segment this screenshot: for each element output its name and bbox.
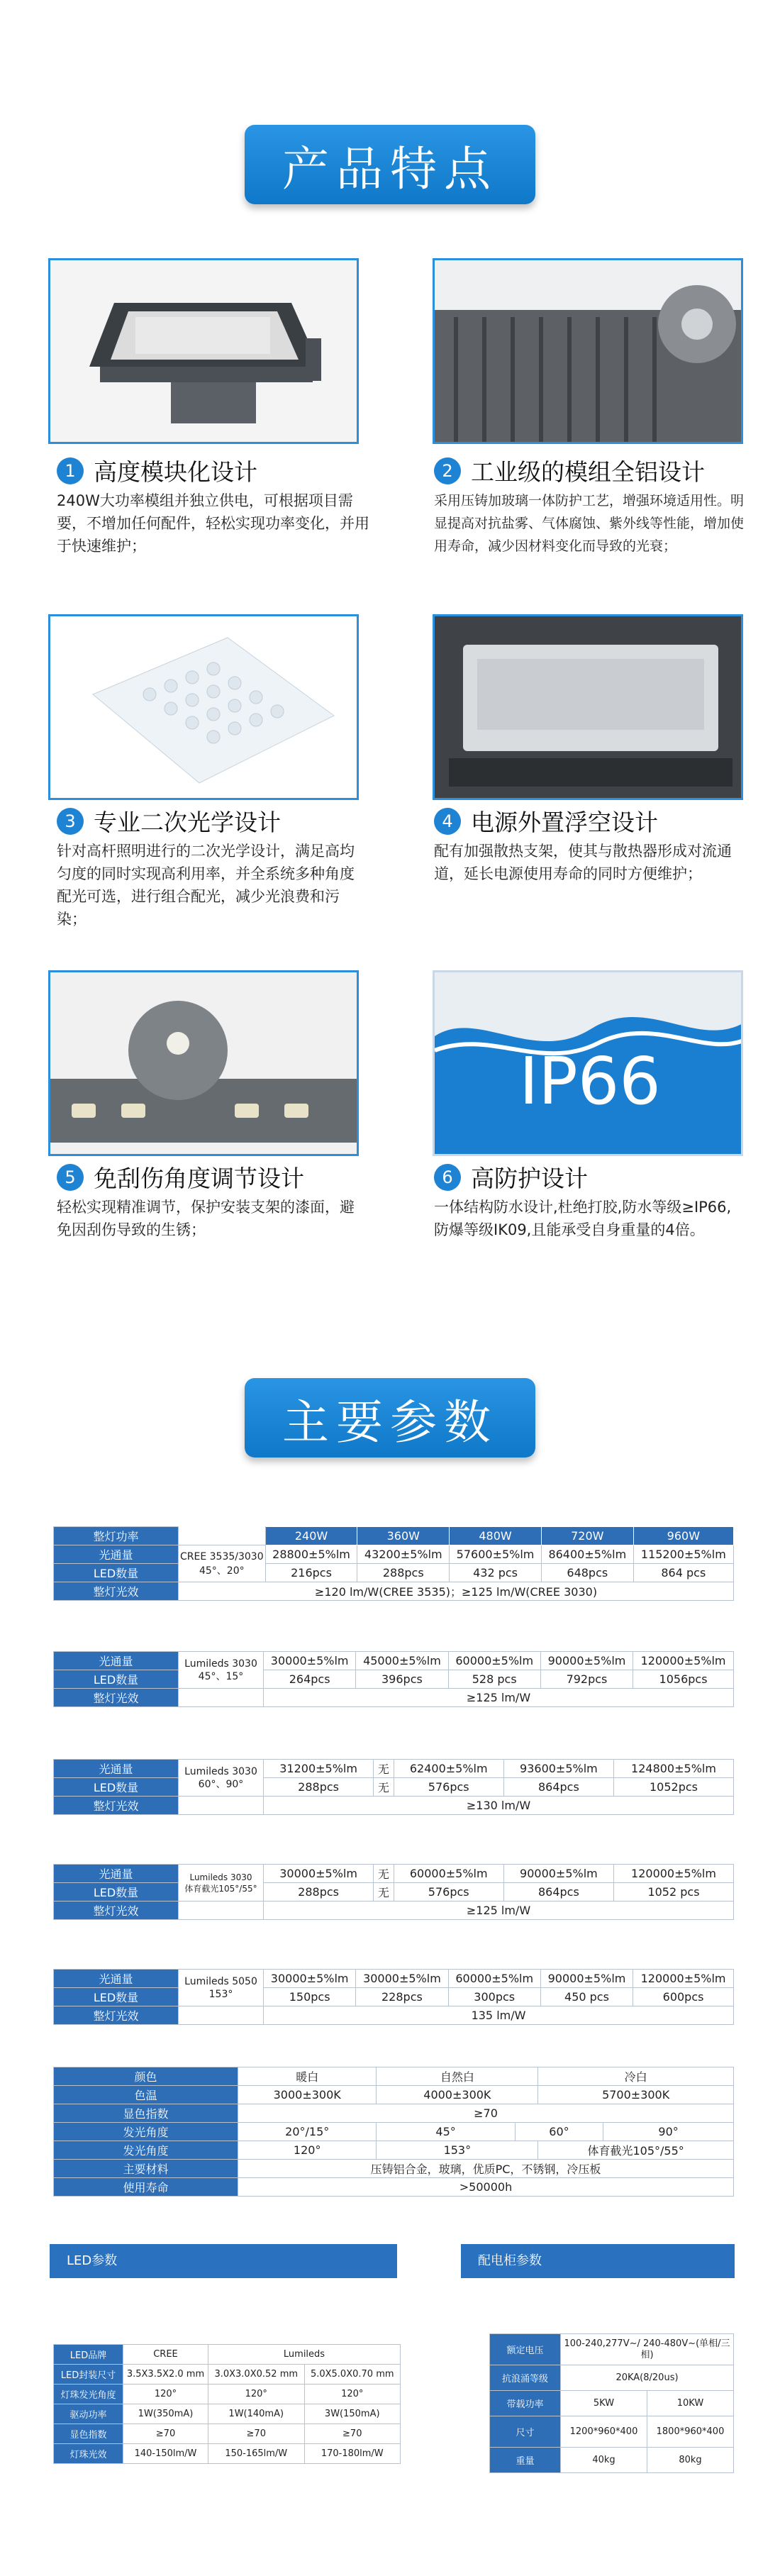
table-row <box>54 2178 734 2197</box>
led-params-title: LED参数 <box>50 2244 397 2278</box>
feature-title-text: 电源外置浮空设计 <box>471 809 658 836</box>
table-row <box>54 1902 734 1920</box>
table-cell: 720W <box>541 1527 633 1545</box>
table-cell <box>179 1760 264 1797</box>
feature-number-badge: 3 <box>57 808 84 835</box>
table-cell <box>179 1652 264 1689</box>
table-cell: 288pcs <box>264 1883 374 1902</box>
table-cell: 光通量 <box>54 1970 179 1988</box>
table-row <box>54 1545 734 1564</box>
aluminium-heatsink-image <box>433 258 743 444</box>
model-label: 45°、20° <box>199 1565 245 1577</box>
table-row <box>490 2448 734 2473</box>
spec-table-lumileds-5050 <box>53 1969 734 2025</box>
feature-6-title <box>434 1160 588 1194</box>
table-cell: 重量 <box>490 2448 561 2473</box>
table-cell: 45000±5%lm <box>356 1652 448 1670</box>
table-cell: 300pcs <box>448 1988 540 2006</box>
model-label: Lumileds 3030 <box>184 1658 257 1670</box>
table-cell: 648pcs <box>541 1564 633 1582</box>
feature-number-badge: 2 <box>434 457 461 484</box>
table-cell: 90000±5%lm <box>540 1652 633 1670</box>
secondary-optics-lens-image <box>48 614 359 800</box>
table-cell: LED数量 <box>54 1778 179 1797</box>
table-cell: 264pcs <box>264 1670 356 1689</box>
table-cell: 额定电压 <box>490 2334 561 2365</box>
feature-1-desc: 240W大功率模组并独立供电，可根据项目需要，不增加任何配件，轻松实现功率变化，并用于快速维护； <box>57 492 369 555</box>
table-cell: 5.0X5.0X0.70 mm <box>304 2365 401 2385</box>
table-row <box>490 2416 734 2448</box>
table-cell: 120000±5%lm <box>633 1652 734 1670</box>
table-row <box>54 1760 734 1778</box>
table-cell: 153° <box>377 2141 538 2160</box>
table-cell <box>179 2006 264 2025</box>
spec-table-cree <box>53 1526 734 1601</box>
table-cell: 28800±5%lm <box>265 1545 357 1564</box>
feature-3-title <box>57 804 281 838</box>
table-cell: 150-165lm/W <box>208 2444 305 2464</box>
table-cell: ≥130 lm/W <box>264 1797 734 1815</box>
table-cell: 光通量 <box>54 1545 179 1564</box>
table-row <box>54 2365 401 2385</box>
table-cell: 62400±5%lm <box>394 1760 503 1778</box>
table-row <box>54 1970 734 1988</box>
feature-number-badge: 1 <box>57 457 84 484</box>
table-cell: ≥70 <box>208 2424 305 2444</box>
table-cell: 30000±5%lm <box>264 1652 356 1670</box>
table-cell: 使用寿命 <box>54 2178 238 2197</box>
table-cell: 120000±5%lm <box>633 1970 734 1988</box>
table-row <box>54 2404 401 2424</box>
table-cell <box>179 1902 264 1920</box>
table-row <box>54 2385 401 2404</box>
table-cell <box>179 1865 264 1902</box>
table-cell: 90000±5%lm <box>503 1865 613 1883</box>
table-cell: 450 pcs <box>540 1988 633 2006</box>
feature-1-title <box>57 454 257 487</box>
table-cell: 135 lm/W <box>264 2006 734 2025</box>
table-cell: 发光角度 <box>54 2141 238 2160</box>
table-cell: 90000±5%lm <box>540 1970 633 1988</box>
feature-title-text: 工业级的模组全铝设计 <box>471 458 705 486</box>
table-cell: 100-240,277V~/ 240-480V~(单相/三相) <box>561 2334 734 2365</box>
table-cell: 整灯功率 <box>54 1527 179 1545</box>
table-cell: LED数量 <box>54 1988 179 2006</box>
table-row <box>54 1564 734 1582</box>
table-cell: 压铸铝合金，玻璃，优质PC，不锈钢，冷压板 <box>238 2160 734 2178</box>
table-cell: ≥70 <box>123 2424 208 2444</box>
feature-number-badge: 5 <box>57 1164 84 1191</box>
table-cell: 960W <box>633 1527 733 1545</box>
table-cell: 3.0X3.0X0.52 mm <box>208 2365 305 2385</box>
table-cell <box>179 1689 264 1707</box>
model-label: 45°、15° <box>198 1670 244 1682</box>
feature-3-desc: 针对高杆照明进行的二次光学设计，满足高均匀度的同时实现高利用率，并全系统多种角度配光可选，进行组合配光，减少光浪费和污染； <box>57 843 355 928</box>
table-cell: 31200±5%lm <box>264 1760 374 1778</box>
spec-table-general <box>53 2067 734 2197</box>
table-cell: 80kg <box>647 2448 734 2473</box>
feature-4-desc: 配有加强散热支架，使其与散热器形成对流通道，延长电源使用寿命的同时方便维护； <box>434 843 732 882</box>
table-cell: 5700±300K <box>538 2086 734 2104</box>
table-row <box>54 1865 734 1883</box>
table-row <box>54 2160 734 2178</box>
table-cell: 1800*960*400 <box>647 2416 734 2448</box>
ip66-badge-image <box>433 970 743 1156</box>
table-row <box>54 2086 734 2104</box>
model-label: Lumileds 3030 <box>189 1872 252 1882</box>
table-row <box>54 1670 734 1689</box>
table-cell: 灯珠发光角度 <box>54 2385 123 2404</box>
spec-table-lumileds-45 <box>53 1651 734 1707</box>
feature-2-title <box>434 454 705 487</box>
table-cell: 1052pcs <box>613 1778 733 1797</box>
table-cell: 光通量 <box>54 1865 179 1883</box>
spec-table-lumileds-sport <box>53 1864 734 1920</box>
table-cell: 528 pcs <box>448 1670 540 1689</box>
table-row <box>54 1778 734 1797</box>
table-cell: 360W <box>357 1527 450 1545</box>
table-row <box>54 1988 734 2006</box>
table-cell: 发光角度 <box>54 2123 238 2141</box>
table-cell: 480W <box>450 1527 542 1545</box>
table-cell: 无 <box>374 1865 394 1883</box>
table-cell: 灯珠光效 <box>54 2444 123 2464</box>
table-cell: 600pcs <box>633 1988 734 2006</box>
table-cell: 120° <box>123 2385 208 2404</box>
table-cell: 432 pcs <box>450 1564 542 1582</box>
table-cell: 864pcs <box>503 1883 613 1902</box>
model-label: 153° <box>208 1988 233 2000</box>
table-cell: 40kg <box>561 2448 647 2473</box>
table-row <box>490 2391 734 2416</box>
table-cell: 115200±5%lm <box>633 1545 733 1564</box>
feature-5-desc: 轻松实现精准调节，保护安装支架的漆面，避免因刮伤导致的生锈； <box>57 1199 355 1238</box>
table-row <box>54 2123 734 2141</box>
table-cell: 冷白 <box>538 2067 734 2086</box>
table-row <box>54 2141 734 2160</box>
table-cell: 30000±5%lm <box>264 1970 356 1988</box>
table-cell: 1W(350mA) <box>123 2404 208 2424</box>
feature-title-text: 专业二次光学设计 <box>94 809 281 836</box>
table-cell: 整灯光效 <box>54 2006 179 2025</box>
table-cell <box>179 1797 264 1815</box>
table-cell: 主要材料 <box>54 2160 238 2178</box>
table-cell: Lumileds <box>208 2345 401 2365</box>
table-cell: 无 <box>374 1778 394 1797</box>
table-cell: ≥125 lm/W <box>264 1902 734 1920</box>
table-row <box>490 2365 734 2391</box>
model-label: 60°、90° <box>198 1778 244 1790</box>
floodlight-module-image <box>48 258 359 444</box>
table-cell: 43200±5%lm <box>357 1545 450 1564</box>
table-cell: 240W <box>265 1527 357 1545</box>
table-cell: 整灯光效 <box>54 1902 179 1920</box>
feature-title-text: 高防护设计 <box>471 1165 588 1192</box>
table-cell: 170-180lm/W <box>304 2444 401 2464</box>
features-header: 产品特点 <box>245 125 535 204</box>
table-cell: >50000h <box>238 2178 734 2197</box>
table-cell: 120° <box>208 2385 305 2404</box>
feature-6-desc: 一体结构防水设计,杜绝打胶,防水等级≥IP66,防爆等级IK09,且能承受自身重量的4倍。 <box>434 1199 732 1238</box>
model-label: Lumileds 3030 <box>184 1765 257 1777</box>
table-cell: 150pcs <box>264 1988 356 2006</box>
table-cell: 带载功率 <box>490 2391 561 2416</box>
external-driver-image <box>433 614 743 800</box>
table-cell: 自然白 <box>377 2067 538 2086</box>
table-cell: 60000±5%lm <box>448 1652 540 1670</box>
table-cell: 4000±300K <box>377 2086 538 2104</box>
table-cell: 3.5X3.5X2.0 mm <box>123 2365 208 2385</box>
table-cell: 93600±5%lm <box>503 1760 613 1778</box>
table-cell: LED品牌 <box>54 2345 123 2365</box>
ip66-label: IP66 <box>519 1043 661 1119</box>
cabinet-params-table <box>489 2333 734 2473</box>
table-cell: LED数量 <box>54 1670 179 1689</box>
table-cell: LED数量 <box>54 1883 179 1902</box>
led-params-table <box>53 2344 401 2464</box>
table-cell: 整灯光效 <box>54 1582 179 1601</box>
table-cell <box>179 1527 266 1545</box>
spec-table-lumileds-60 <box>53 1759 734 1815</box>
table-cell: 1200*960*400 <box>561 2416 647 2448</box>
table-cell: 暖白 <box>238 2067 377 2086</box>
table-cell: 颜色 <box>54 2067 238 2086</box>
table-cell: ≥70 <box>304 2424 401 2444</box>
table-cell: 30000±5%lm <box>264 1865 374 1883</box>
feature-number-badge: 4 <box>434 808 461 835</box>
table-cell: 色温 <box>54 2086 238 2104</box>
table-cell: 显色指数 <box>54 2104 238 2123</box>
table-cell: 30000±5%lm <box>356 1970 448 1988</box>
params-header: 主要参数 <box>245 1378 535 1458</box>
table-cell: 光通量 <box>54 1652 179 1670</box>
table-cell: 60000±5%lm <box>394 1865 503 1883</box>
table-cell: 396pcs <box>356 1670 448 1689</box>
table-row <box>54 2444 401 2464</box>
table-row <box>54 1883 734 1902</box>
table-cell: 1W(140mA) <box>208 2404 305 2424</box>
table-cell: 140-150lm/W <box>123 2444 208 2464</box>
table-cell <box>179 1545 266 1582</box>
table-cell: 288pcs <box>357 1564 450 1582</box>
table-cell: ≥125 lm/W <box>264 1689 734 1707</box>
table-cell: 576pcs <box>394 1883 503 1902</box>
table-cell: 无 <box>374 1760 394 1778</box>
table-cell: 60000±5%lm <box>448 1970 540 1988</box>
table-cell: 864pcs <box>503 1778 613 1797</box>
table-cell: 尺寸 <box>490 2416 561 2448</box>
table-cell: 124800±5%lm <box>613 1760 733 1778</box>
feature-title-text: 高度模块化设计 <box>94 458 257 486</box>
table-cell: 120° <box>304 2385 401 2404</box>
table-cell: 抗浪涌等级 <box>490 2365 561 2391</box>
table-cell: 无 <box>374 1883 394 1902</box>
model-label: Lumileds 5050 <box>184 1975 257 1987</box>
table-cell: 45° <box>377 2123 515 2141</box>
model-label: 体育截光105°/55° <box>184 1883 257 1894</box>
table-cell: 20°/15° <box>238 2123 377 2141</box>
feature-title-text: 免刮伤角度调节设计 <box>94 1165 304 1192</box>
table-row <box>54 2067 734 2086</box>
table-cell: ≥70 <box>238 2104 734 2123</box>
feature-5-title <box>57 1160 304 1194</box>
table-cell: 90° <box>603 2123 734 2141</box>
model-label: CREE 3535/3030 <box>180 1550 264 1562</box>
table-cell: 整灯光效 <box>54 1689 179 1707</box>
cabinet-params-title: 配电柜参数 <box>461 2244 735 2278</box>
table-row <box>490 2334 734 2365</box>
table-cell: LED封装尺寸 <box>54 2365 123 2385</box>
table-cell <box>179 1970 264 2006</box>
table-row <box>54 2424 401 2444</box>
table-cell: 86400±5%lm <box>541 1545 633 1564</box>
table-cell: 3W(150mA) <box>304 2404 401 2424</box>
table-cell: 576pcs <box>394 1778 503 1797</box>
table-cell: 整灯光效 <box>54 1797 179 1815</box>
table-cell: 228pcs <box>356 1988 448 2006</box>
table-row <box>54 1689 734 1707</box>
table-cell: ≥120 lm/W(CREE 3535)；≥125 lm/W(CREE 3030) <box>179 1582 734 1601</box>
table-cell: 288pcs <box>264 1778 374 1797</box>
table-cell: CREE <box>123 2345 208 2365</box>
table-row <box>54 1652 734 1670</box>
table-cell: 体育截光105°/55° <box>538 2141 734 2160</box>
table-cell: 1052 pcs <box>613 1883 733 1902</box>
table-cell: 864 pcs <box>633 1564 733 1582</box>
table-cell: 216pcs <box>265 1564 357 1582</box>
table-cell: 5KW <box>561 2391 647 2416</box>
table-cell: 显色指数 <box>54 2424 123 2444</box>
table-cell: 120° <box>238 2141 377 2160</box>
table-cell: 60° <box>515 2123 603 2141</box>
table-cell: 10KW <box>647 2391 734 2416</box>
table-cell: 1056pcs <box>633 1670 734 1689</box>
table-cell: 792pcs <box>540 1670 633 1689</box>
table-cell: 120000±5%lm <box>613 1865 733 1883</box>
table-row <box>54 2006 734 2025</box>
feature-2-desc: 采用压铸加玻璃一体防护工艺，增强环境适用性。明显提高对抗盐雾、气体腐蚀、紫外线等性能，增加使用寿命，减少因材料变化而导致的光衰； <box>434 493 745 554</box>
feature-4-title <box>434 804 658 838</box>
feature-number-badge: 6 <box>434 1164 461 1191</box>
table-cell: 20KA(8/20us) <box>561 2365 734 2391</box>
table-row <box>54 1582 734 1601</box>
table-row <box>54 2104 734 2123</box>
table-cell: 57600±5%lm <box>450 1545 542 1564</box>
table-row <box>54 2345 401 2365</box>
table-cell: LED数量 <box>54 1564 179 1582</box>
table-cell: 驱动功率 <box>54 2404 123 2424</box>
table-row <box>54 1527 734 1545</box>
table-cell: 3000±300K <box>238 2086 377 2104</box>
table-cell: 光通量 <box>54 1760 179 1778</box>
table-row <box>54 1797 734 1815</box>
angle-adjustment-image <box>48 970 359 1156</box>
